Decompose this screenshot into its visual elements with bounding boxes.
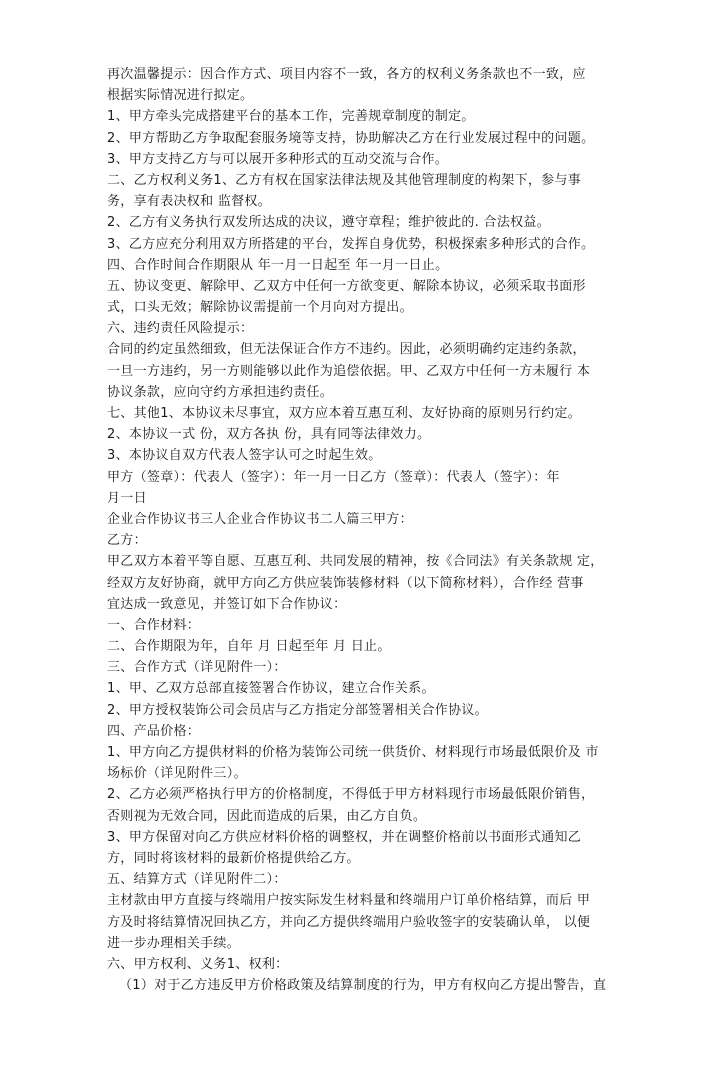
text-line: 五、结算方式（详见附件二）： [107,872,287,888]
text-line: 3、乙方应充分利用双方所搭建的平台，发挥自身优势，积极探索多种形式的合作。 [107,236,595,252]
text-line: 甲方（签章）：代表人（签字）：年一月一日乙方（签章）：代表人（签字）：年 [107,469,560,485]
text-line: 六、甲方权利、义务1、权利： [107,956,289,972]
text-line: 2、乙方有义务执行双发所达成的决议，遵守章程；维护彼此的. 合法权益。 [107,215,551,231]
text-line: 四、合作时间合作期限从 年一月一日起至 年一月一日止。 [107,257,449,273]
text-line: 合同的约定虽然细致，但无法保证合作方不违约。因此，必须明确约定违约条款， [107,342,586,358]
text-line: 五、协议变更、解除甲、乙双方中任何一方欲变更、解除本协议，必须采取书面形 [107,278,586,294]
text-line: 1、甲、乙双方总部直接签署合作协议，建立合作关系。 [107,681,435,697]
text-line: 方，同时将该材料的最新价格提供给乙方。 [107,850,360,866]
text-line: 七、其他1、本协议未尽事宜，双方应本着互惠互利、友好协商的原则另行约定。 [107,406,582,421]
text-line: 二、乙方权利义务1、乙方有权在国家法律法规及其他管理制度的构架下，参与事 [107,172,582,188]
text-line: 3、本协议自双方代表人签字认可之时起生效。 [107,448,382,464]
text-line: 2、本协议一式 份，双方各执 份，具有同等法律效力。 [107,427,431,443]
text-line: 乙方： [107,533,147,549]
text-line: 三、合作方式（详见附件一）： [107,660,287,676]
text-line: 一旦一方违约，另一方则能够以此作为追偿依据。甲、乙双方中任何一方未履行 本 [107,363,591,379]
text-line: 方及时将结算情况回执乙方，并向乙方提供终端用户验收签字的安装确认单， 以便 [107,914,591,930]
text-line: 四、产品价格： [107,723,201,739]
text-line: 1、甲方向乙方提供材料的价格为装饰公司统一供货价、材料现行市场最低限价及 市 [107,745,599,760]
text-line: 3、甲方支持乙方与可以展开多种形式的互动交流与合作。 [107,151,449,167]
text-line: 甲乙双方本着平等自愿、互惠互利、共同发展的精神，按《合同法》有关条款规 定， [107,554,604,570]
text-line: 六、违约责任风险提示： [107,321,254,337]
text-line: 否则视为无效合同，因此而造成的后果，由乙方自负。 [107,808,427,824]
text-line: 月一日 [107,490,147,506]
text-line: 3、甲方保留对向乙方供应材料价格的调整权，并在调整价格前以书面形式通知乙 [107,829,582,845]
text-line: 场标价（详见附件三）。 [107,766,247,782]
text-line: 2、甲方授权装饰公司会员店与乙方指定分部签署相关合作协议。 [107,702,488,718]
text-line: （1）对于乙方违反甲方价格政策及结算制度的行为，甲方有权向乙方提出警告，直 [119,978,607,994]
text-line: 再次温馨提示：因合作方式、项目内容不一致，各方的权利义务条款也不一致，应 [107,67,586,82]
text-line: 主材款由甲方直接与终端用户按实际发生材料量和终端用户订单价格结算，而后 甲 [107,893,591,909]
text-line: 二、合作期限为年，自年 月 日起至年 月 日止。 [107,639,391,655]
text-line: 2、甲方帮助乙方争取配套服务境等支持，协助解决乙方在行业发展过程中的问题。 [107,130,595,146]
text-line: 一、合作材料： [107,617,201,633]
text-line: 1、甲方牵头完成搭建平台的基本工作，完善规章制度的制定。 [107,109,475,125]
document-body [107,64,627,996]
text-line: 式，口头无效；解除协议需提前一个月向对方提出。 [107,300,413,316]
text-line: 务，享有表决权和 监督权。 [107,194,272,210]
text-line: 协议条款，应向守约方承担违约责任。 [107,384,334,400]
text-line: 宜达成一致意见，并签订如下合作协议： [107,596,347,612]
text-line: 进一步办理相关手续。 [107,935,241,951]
text-line: 根据实际情况进行拟定。 [107,88,254,104]
text-line: 经双方友好协商，就甲方向乙方供应装饰装修材料（以下简称材料），合作经 营事 [107,575,584,591]
text-line: 企业合作协议书三人企业合作协议书二人篇三甲方： [107,511,413,527]
text-line: 2、乙方必须严格执行甲方的价格制度，不得低于甲方材料现行市场最低限价销售， [107,787,595,803]
